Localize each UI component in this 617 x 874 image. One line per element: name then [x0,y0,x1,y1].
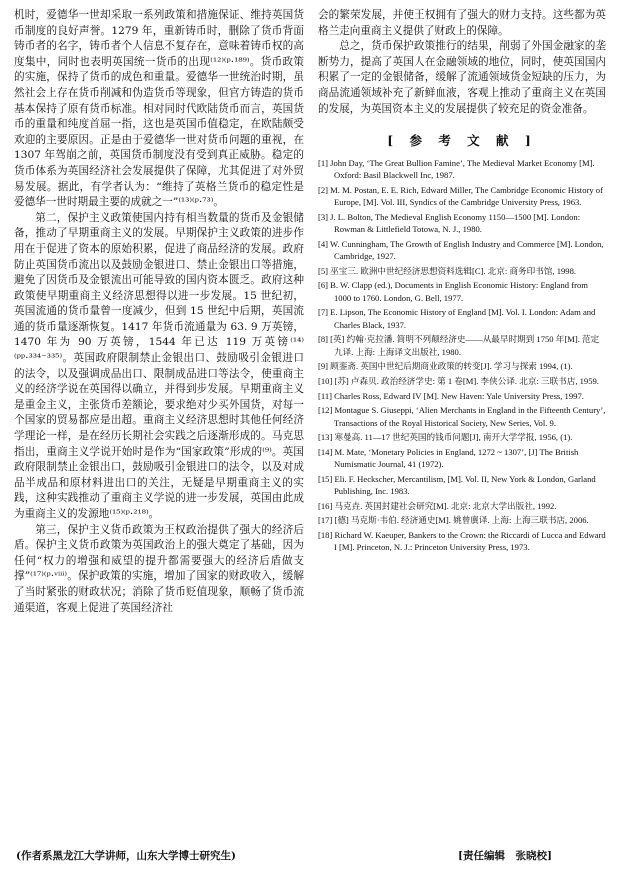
reference-item: [2] M. M. Postan, E. E. Rich, Edward Miller, The Cambridge Economic History of Europe, [M]. Vol. III, Syndics of the Cambridge University Press, 1963. [318,185,603,208]
reference-item: [3] J. L. Bolton, The Medieval English Economy 1150—1500 [M]. London: Rowman & Littlefield Totowa, N. J., 1980. [318,211,581,235]
right-column [318,8,606,556]
reference-item: [12] Montague S. Giuseppi, ‘Alien Merchants in England in the Fifteenth Century’, Transactions of the Royal Historical Society, New Series, Vol. 9. [318,405,606,428]
reference-item: [14] M. Mate, ‘Monetary Policies in England, 1272 ~ 1307’, [J] The British Numismatic Journal, 41 (1972). [318,446,579,470]
reference-item: [6] B. W. Clapp (ed.), Documents in English Economic History: England from 1000 to 1760. London, G. Bell, 1977. [318,280,588,303]
reference-item: [11] Charles Ross, Edward IV [M]. New Haven: Yale University Press, 1997. [318,390,584,401]
reference-list [318,157,606,553]
reference-item: [9] 顾銮斋. 英国中世纪后期商业政策的转变[J]. 学习与探索 1994, (1). [318,361,573,372]
reference-item: [1] John Day, ‘The Great Bullion Famine’, The Medieval Market Economy [M]. Oxford: Basil Blackwell Inc, 1987. [318,158,595,181]
paragraph: 机时，爱德华一世却采取一系列政策和措施保证、维持英国货币制度的良好声誉。1279 年，重新铸币时，删除了货币背面铸币者的名字，铸币者个人信息不复存在，意味着铸币权的高度集中，同时也表明英国统一货币的出现⁽¹²⁾⁽ᵖ·¹⁸⁹⁾。货币政策的实施，保持了货币的成色和重量。爱德华一世统治时期，虽然社会上存在货币削减和伪造货币等现象，但官方铸造的货币基本保持了原有货币标准。相对同时代欧陆货币而言，英国货币的重量和纯度首屈一指，这也是英国币值稳定，在欧陆颇受欢迎的主要原因。正是由于爱德华一世对货币问题的重视，在1307 年驾崩之前，英国货币制度没有受到真正威胁。稳定的货币体系为英国经济社会发展提供了保障，尤其促进了对外贸易发展。据此，有学者认为：“维持了英格兰货币的稳定性是爱德华一世时期最主要的成就之一”⁽¹³⁾⁽ᵖ·⁷³⁾。 [14,9,304,209]
author-note: (作者系黑龙江大学讲师，山东大学博士研究生) [16,850,236,862]
reference-item: [17] [德] 马克斯·韦伯. 经济通史[M]. 姚曾廙译. 上海: 上海三联书店, 2006. [318,515,589,526]
paragraph: 第三，保护主义货币政策为王权政治提供了强大的经济后盾。保护主义货币政策为英国政治上的强大奠定了基础，因为任何“权力的增强和威望的提升都需要强大的经济后盾做支撑”⁽¹⁷⁾⁽ᵖ·ᵛⁱⁱⁱ⁾。保护政策的实施，增加了国家的财政收入，缓解了当时紧张的财政状况；消除了货币贬值现象，顺畅了货币流通渠道，客观上促进了英国经济社 [14,523,304,614]
reference-item: [15] Eli. F. Heckscher, Mercantilism, [M]. Vol. II, New York & London, Garland Publishing, Inc. 1983. [318,473,596,497]
reference-item: [16] 马克垚. 英国封建社会研究[M]. 北京: 北京大学出版社, 1992. [318,500,557,511]
reference-item: [4] W. Cunningham, The Growth of English Industry and Commerce [M]. London, Cambridge, 1927. [318,238,604,262]
editor-credit: [责任编辑 张晓校] [458,850,552,862]
reference-item: [18] Richard W. Kaeuper, Bankers to the Crown: the Riccardi of Lucca and Edward I [M]. Princeton, N. J.: Princeton University Press, 1973. [318,530,606,553]
paragraph: 第二，保护主义政策使国内持有相当数量的货币及金银储备，推动了早期重商主义的发展。早期保护主义政策的进步作用在于促进了资本的原始积累，促进了商品经济的发展。政府防止英国货币流出以及鼓励金银进口、禁止金银出口等措施，避免了因货币及金银流出可能导致的国内资本匮乏。政府这种政策使早期重商主义经济思想得以进一步发展。15 世纪初，英国流通的货币量曾一度减少，但到 15 世纪中后期，英国流通的货币量逐渐恢复。1417 年货币流通量为 63. 9 万英镑，1470 年为 90 万英镑，1544 年已达 119 万英镑⁽¹⁴⁾⁽ᵖᵖ·³³⁴⁻³³⁵⁾。英国政府限制禁止金银出口、鼓励吸引金银进口的法令，以及强调成品出口、限制成品进口等法令，使重商主义的经济学说在英国得以确立，并得到步发展。早期重商主义是重金主义，主张货币差额论，要求绝对少买外国货，对每一个国家的贸易都应是出超。重商主义经济思想时其他任何经济学理论一样，是在经历长期社会实践之后逐渐形成的。马克思指出，重商主义学说开始时是作为“国家政策”形成的⁽⁹⁾。英国政府限制禁止金银出口，鼓励吸引金银进口的法令，以及对成品半成品和原材料进出口的关注，无疑是早期重商主义的实践，这种实践推动了重商主义学说的进一步发展，英国由此成为重商主义的发源地⁽¹⁵⁾⁽ᵖ·²¹⁸⁾。 [14,211,304,520]
reference-item: [7] E. Lipson, The Economic History of England [M]. Vol. I. London: Adam and Charles Black, 1937. [318,307,596,330]
paragraph: 会的繁荣发展，并使王权拥有了强大的财力支持。这些都为英格兰走向重商主义提供了财政上的保障。 [318,9,606,37]
paragraph: 总之，货币保护政策推行的结果，削弱了外国金融家的垄断势力，提高了英国人在金融领域的地位，同时，使英国国内积累了一定的金银储备，缓解了流通领域货金短缺的压力，为商品流通领域补充了新鲜血液，客观上推动了重商主义在英国的发展，为英国资本主义的发展提供了较充足的资金准备。 [318,40,606,115]
reference-item: [13] 寒曼高. 11—17 世纪英国的钱币问题[J], 南开大学学报, 1956, (1). [318,432,573,443]
references-title: [ 参 考 文 献 ] [387,133,537,149]
reference-item: [8] [英] 约翰·克拉潘. 简明不列颠经济史——从最早时期到 1750 年[M]. 范定九译. 上海: 上海译文出版社, 1980. [318,334,600,357]
reference-item: [10] [苏] 卢森贝. 政治经济学史: 第 1 卷[M]. 李侠公译. 北京: 三联书店, 1959. [318,375,599,386]
reference-item: [5] 巫宝三. 欧洲中世纪经济思想资料选辑[C]. 北京: 商务印书馆, 1998. [318,265,577,276]
left-column [14,8,304,616]
